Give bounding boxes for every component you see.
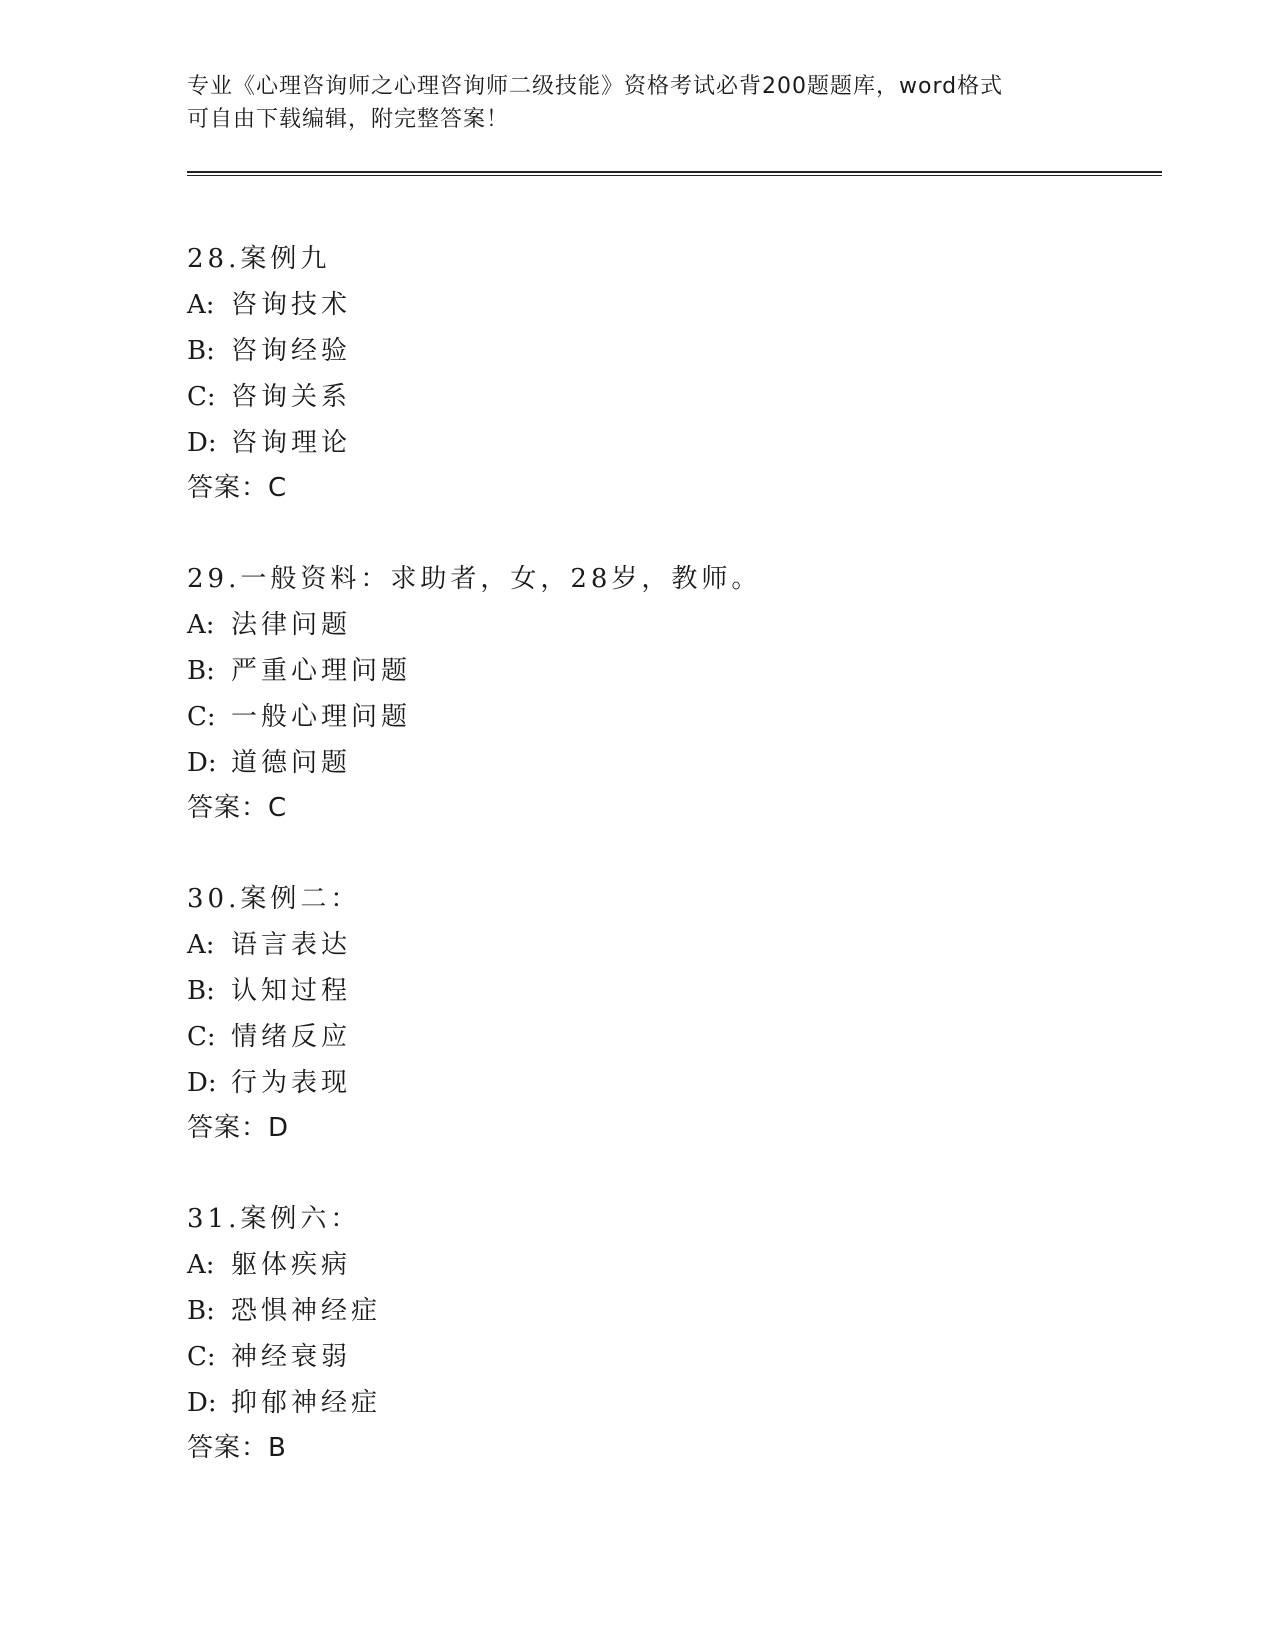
option-text: 神经衰弱 bbox=[231, 1342, 352, 1372]
option-b bbox=[187, 328, 1162, 374]
option-label: A: bbox=[187, 290, 215, 320]
option-text: 咨询理论 bbox=[231, 428, 352, 458]
question-list bbox=[187, 236, 1162, 1470]
option-c bbox=[187, 1334, 1162, 1380]
option-d bbox=[187, 420, 1162, 466]
header-divider bbox=[187, 171, 1162, 176]
option-text: 法律问题 bbox=[231, 610, 352, 640]
option-label: A: bbox=[187, 610, 215, 640]
option-b bbox=[187, 1288, 1162, 1334]
option-label: D: bbox=[187, 1068, 217, 1098]
option-text: 咨询经验 bbox=[231, 336, 352, 366]
answer-line: 答案：C bbox=[187, 793, 288, 823]
option-text: 躯体疾病 bbox=[231, 1250, 352, 1280]
document-header bbox=[187, 70, 1162, 136]
option-b bbox=[187, 968, 1162, 1014]
header-line-2: 可自由下载编辑，附完整答案！ bbox=[187, 107, 510, 132]
option-text: 严重心理问题 bbox=[231, 656, 412, 686]
option-label: C: bbox=[187, 1342, 216, 1372]
question-28 bbox=[187, 236, 1162, 510]
option-label: B: bbox=[187, 336, 215, 366]
option-label: A: bbox=[187, 930, 215, 960]
option-label: D: bbox=[187, 1388, 217, 1418]
option-b bbox=[187, 648, 1162, 694]
question-31 bbox=[187, 1196, 1162, 1470]
option-d bbox=[187, 740, 1162, 786]
option-a bbox=[187, 1242, 1162, 1288]
option-label: B: bbox=[187, 656, 215, 686]
option-a bbox=[187, 602, 1162, 648]
question-stem: 29.一般资料：求助者，女，28岁，教师。 bbox=[187, 564, 762, 594]
header-line-1: 专业《心理咨询师之心理咨询师二级技能》资格考试必背200题题库，word格式 bbox=[187, 74, 1004, 99]
option-text: 认知过程 bbox=[231, 976, 352, 1006]
option-text: 咨询技术 bbox=[231, 290, 352, 320]
option-label: C: bbox=[187, 382, 216, 412]
option-c bbox=[187, 374, 1162, 420]
option-text: 情绪反应 bbox=[231, 1022, 352, 1052]
question-stem: 30.案例二： bbox=[187, 884, 361, 914]
option-label: C: bbox=[187, 1022, 216, 1052]
document-page bbox=[187, 70, 1162, 1516]
option-label: D: bbox=[187, 748, 217, 778]
question-30 bbox=[187, 876, 1162, 1150]
answer-line: 答案：D bbox=[187, 1113, 290, 1143]
option-label: B: bbox=[187, 976, 215, 1006]
option-text: 行为表现 bbox=[231, 1068, 352, 1098]
answer-line: 答案：C bbox=[187, 473, 288, 503]
option-a bbox=[187, 922, 1162, 968]
option-label: A: bbox=[187, 1250, 215, 1280]
option-label: B: bbox=[187, 1296, 215, 1326]
option-c bbox=[187, 694, 1162, 740]
answer-line: 答案：B bbox=[187, 1433, 287, 1463]
option-text: 抑郁神经症 bbox=[231, 1388, 382, 1418]
option-text: 咨询关系 bbox=[231, 382, 352, 412]
option-text: 一般心理问题 bbox=[231, 702, 412, 732]
option-label: C: bbox=[187, 702, 216, 732]
question-29 bbox=[187, 556, 1162, 830]
option-text: 道德问题 bbox=[231, 748, 352, 778]
option-label: D: bbox=[187, 428, 217, 458]
question-stem: 28.案例九 bbox=[187, 244, 331, 274]
option-d bbox=[187, 1380, 1162, 1426]
option-text: 恐惧神经症 bbox=[231, 1296, 382, 1326]
option-d bbox=[187, 1060, 1162, 1106]
option-a bbox=[187, 282, 1162, 328]
question-stem: 31.案例六： bbox=[187, 1204, 361, 1234]
option-text: 语言表达 bbox=[231, 930, 352, 960]
option-c bbox=[187, 1014, 1162, 1060]
